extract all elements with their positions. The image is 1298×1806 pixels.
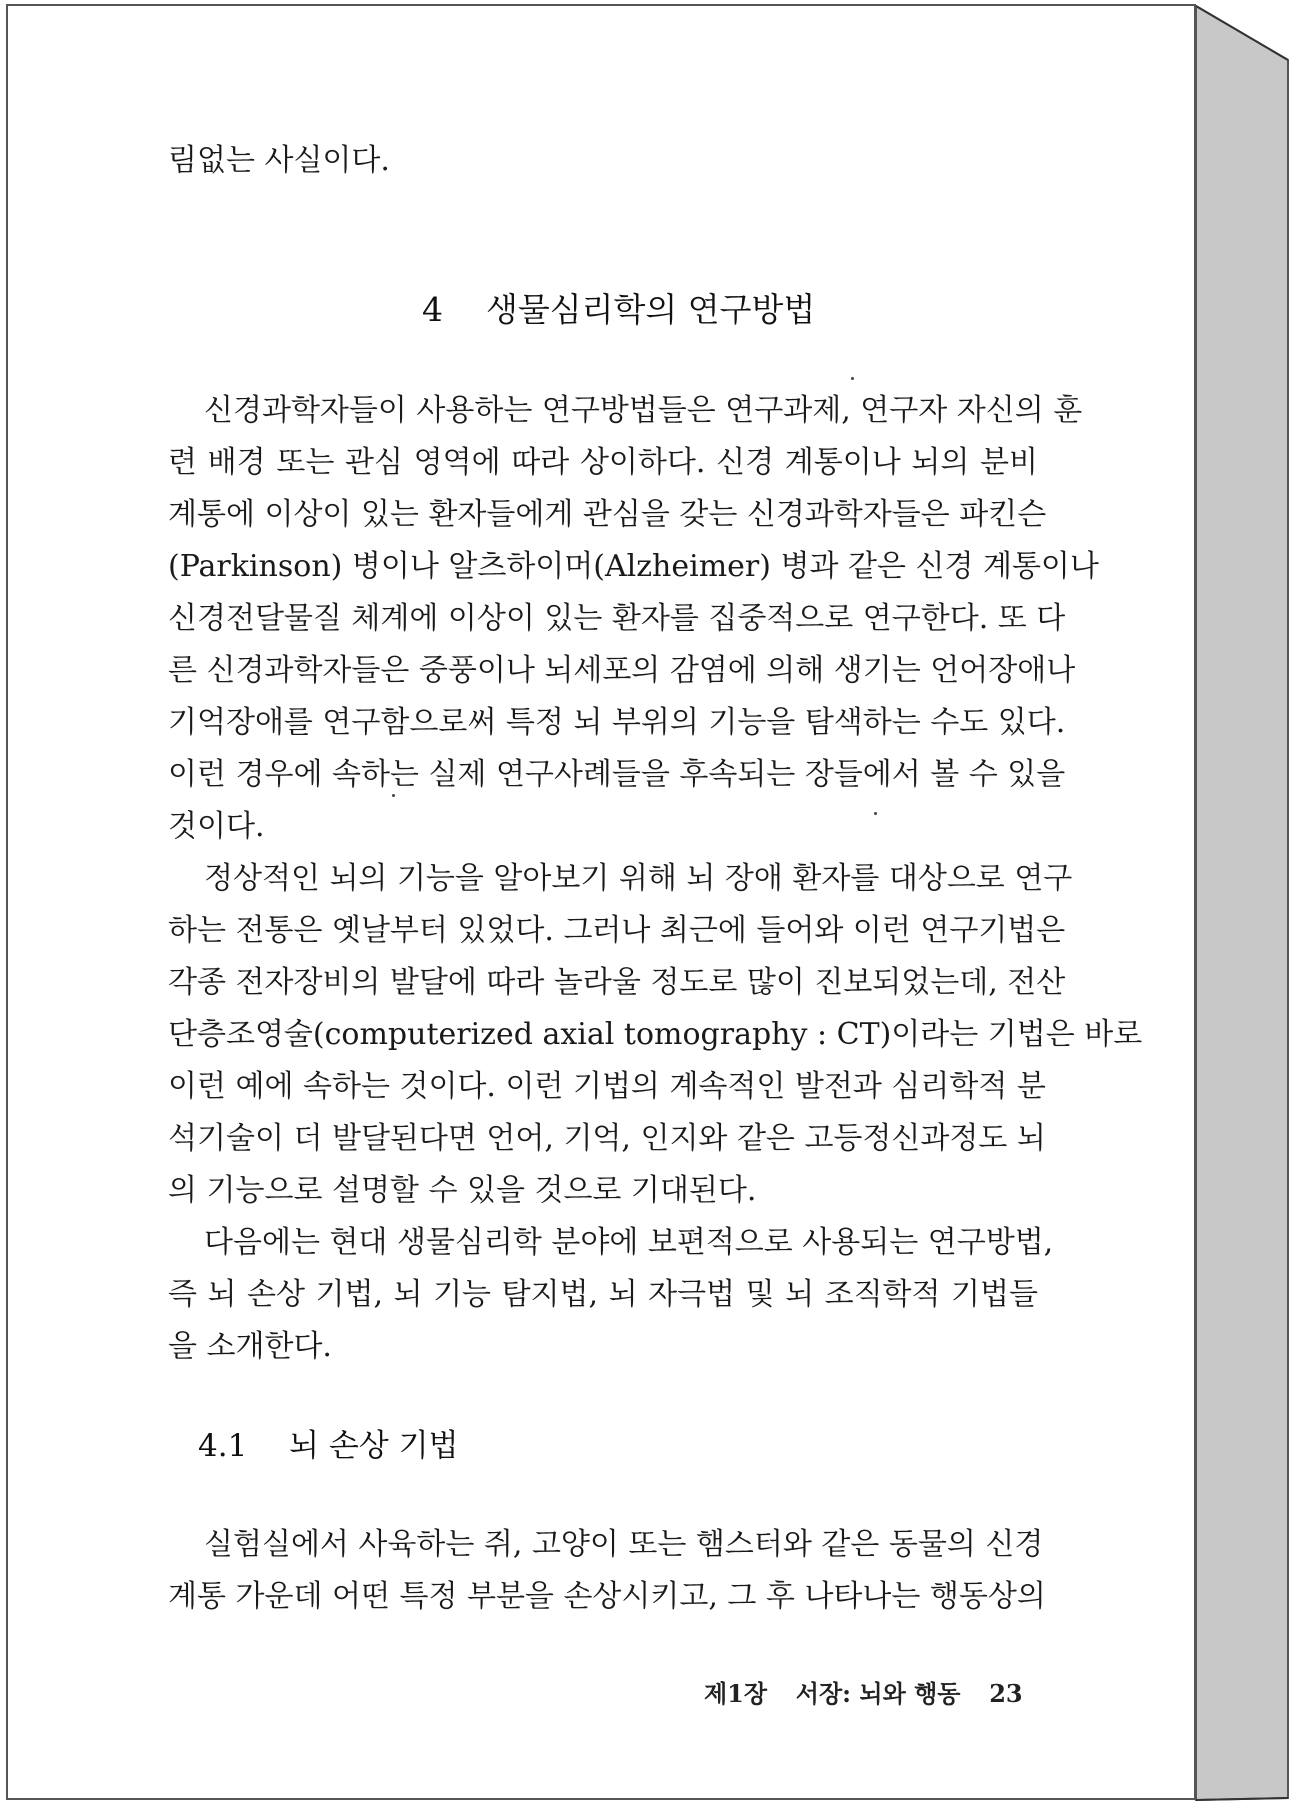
body-line: 하는 전통은 옛날부터 있었다. 그러나 최근에 들어와 이런 연구기법은 <box>168 913 1066 948</box>
body-line: 계통에 이상이 있는 환자들에게 관심을 갖는 신경과학자들은 파킨슨 <box>168 497 1047 532</box>
footer-title: 서장: 뇌와 행동 <box>795 1679 961 1708</box>
body-line: 단층조영술(computerized axial tomography : CT)이라는 기법은 바로 <box>168 1017 1143 1052</box>
subsection-title: 뇌 손상 기법 <box>289 1428 459 1464</box>
subsection-number: 4.1 <box>198 1428 248 1464</box>
body-line: 각종 전자장비의 발달에 따라 놀라울 정도로 많이 진보되었는데, 전산 <box>168 965 1066 1000</box>
footer-chapter: 제1장 <box>704 1679 768 1708</box>
body-line: (Parkinson) 병이나 알츠하이머(Alzheimer) 병과 같은 신경 계통이나 <box>168 549 1099 584</box>
section-number: 4 <box>422 290 443 329</box>
body-line: 림없는 사실이다. <box>168 143 390 178</box>
body-line: 른 신경과학자들은 중풍이나 뇌세포의 감염에 의해 생기는 언어장애나 <box>168 653 1076 688</box>
body-line: 을 소개한다. <box>168 1329 332 1364</box>
page-sheet <box>6 4 1196 1800</box>
page-footer <box>704 1674 1023 1709</box>
body-line: 이런 예에 속하는 것이다. 이런 기법의 계속적인 발전과 심리학적 분 <box>168 1069 1046 1104</box>
body-line: 석기술이 더 발달된다면 언어, 기억, 인지와 같은 고등정신과정도 뇌 <box>168 1121 1046 1156</box>
body-line: 실험실에서 사육하는 쥐, 고양이 또는 햄스터와 같은 동물의 신경 <box>204 1527 1044 1562</box>
body-line: 계통 가운데 어떤 특정 부분을 손상시키고, 그 후 나타나는 행동상의 <box>168 1579 1046 1614</box>
body-line: 의 기능으로 설명할 수 있을 것으로 기대된다. <box>168 1173 757 1208</box>
body-line: 것이다. <box>168 809 265 844</box>
section-heading <box>422 288 815 332</box>
scan-speck <box>392 794 395 797</box>
body-line: 신경과학자들이 사용하는 연구방법들은 연구과제, 연구자 자신의 훈 <box>204 393 1083 428</box>
body-line: 신경전달물질 체계에 이상이 있는 환자를 집중적으로 연구한다. 또 다 <box>168 601 1066 636</box>
body-line: 이런 경우에 속하는 실제 연구사례들을 후속되는 장들에서 볼 수 있을 <box>168 757 1066 792</box>
scan-speck <box>851 377 854 380</box>
section-title: 생물심리학의 연구방법 <box>486 290 816 329</box>
body-line: 련 배경 또는 관심 영역에 따라 상이하다. 신경 계통이나 뇌의 분비 <box>168 445 1038 480</box>
body-line: 기억장애를 연구함으로써 특정 뇌 부위의 기능을 탐색하는 수도 있다. <box>168 705 1066 740</box>
body-line: 다음에는 현대 생물심리학 분야에 보편적으로 사용되는 연구방법, <box>204 1225 1054 1260</box>
subsection-heading <box>198 1424 458 1468</box>
scan-speck <box>874 812 877 815</box>
page-number: 23 <box>989 1679 1023 1708</box>
body-line: 정상적인 뇌의 기능을 알아보기 위해 뇌 장애 환자를 대상으로 연구 <box>204 861 1073 896</box>
body-line: 즉 뇌 손상 기법, 뇌 기능 탐지법, 뇌 자극법 및 뇌 조직학적 기법들 <box>168 1277 1038 1312</box>
